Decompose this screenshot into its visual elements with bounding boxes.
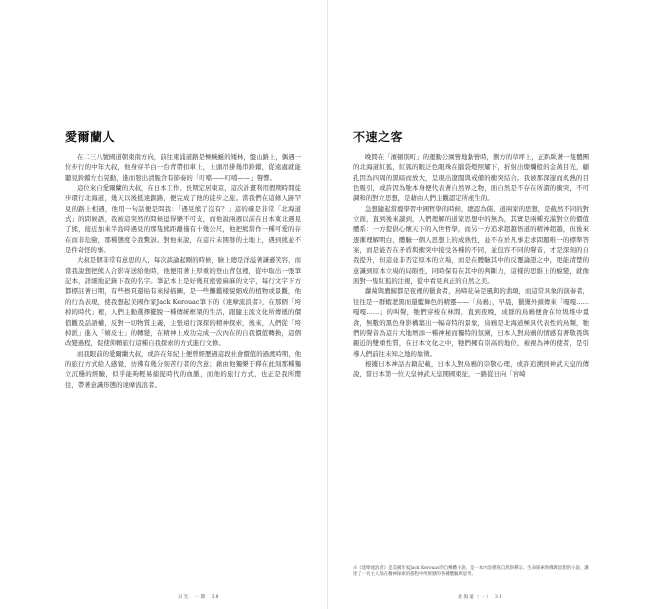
body-text [353, 152, 589, 380]
left-page [0, 0, 327, 609]
paragraph: 晚間在「濱頓別町」的運動公園營地紮營時，側方的草坪上，正趴臥著一隻體團的北海道紅狐，紅狐的眼泛色眼珠在腦袋燈照耀下，折射出燦爛般的金黃目光，顧孔因為四周的黑暗而放大，呈現出遼闊與戒備的衝突結合。我被那深邃而炙熱的目色吸引，或許因為牠本身便代表著自然界之物，面自然是不存在所謂的衝突，不可調和的對立思想，是藉由人們主觀認定所產生的。 [353, 153, 589, 203]
right-page [328, 0, 655, 609]
paragraph: 而我眼前的愛爾蘭大叔，或許在年紀上便曾經歷過這段社會價值的過渡時期，他的旅行方式給人感覺，彷彿有幾分刻苦行者的含意；藉由他獨樂于釋在此刻那種獨立沉穩的經驗，似乎能夠輕易捕捉時代的血脈，而他的旅行方式，也正是我所嚮往，帶著意識形態的達摩流浪者。 [65, 349, 301, 389]
paragraph: 蘿蔔與鷹鯨都是夜裡的獵食者，鳥啼花朵是風與的翡頌，而這常具象的演奏者，往往是一群蝦荖黑而還藍舞色的精靈——「烏鴉」，早晨，獵獲外頭傳來「嘎嘎……嘎嘎……」的叫聲，牠們穿梭在林間，直到夜晚，成群的烏鴉便會在垃圾堆中覓食，無數的黑色身影構築出一幅奇特的景象，烏鴉是北海道極具代表性的鳥類，牠們的聲音為這片大地增添一種神秘而獨特的氛圍，日本人對烏鴉的情感有著敬畏與親近的雙重性質，在日本文化之中，牠們擁有崇高的地位，被視為神的使者，是引導人們前往未知之地的象徵。 [353, 287, 589, 358]
section-title: 不速之客 [353, 130, 404, 144]
body-text [65, 152, 301, 390]
page-number: 北海道（一） 31 [458, 595, 503, 600]
paragraph: 根據日本神話古籍記載，日本人對烏鴉的崇敬心理，或許追溯到神武天皇的傳說，當日本第一位天皇神武天皇開國東征，一路從日向「宮崎 [353, 359, 589, 379]
paragraph: 在二三八號國道朝東南方向，前往東浦道路是極蜿蜒的矮林，盤山路上，偶遇一位步行的中年大叔，他身穿半白一台背帶扣車上，上頭吊掛幾串鈴鐺，從遠處就能聽見鈴鐺左右晃動，進而發出清脆含有節奏的「叮噹——叮噹——」聲響。 [65, 153, 301, 182]
page-number: 日光．一期 38 [178, 595, 220, 600]
paragraph: 大叔是個非常有意思的人，每次談論起剛的時候，臉上總是洋溢著謙遜笑容，而當我說想把熊人合影寄送給他時，他便用著上厚重的登山背包裡，從中取出一張筆記本，詳細地記錄下我的名字。筆記本上是好幾頁密密麻麻的文字，每行文字下方都標註著日期，有些擦頁還貼有來掃描圖，是一些攤鑑樣貌細成的植物或景觀，他的行為表現，使我想起美國作家Jack Kerouac筆下的《達摩流浪者》，在那個「垮掉的時代」裡，人們主動選擇擺脫一種傳統框架的生活，跟隨主流文化所傳遞的價值觀及話語權，反對一切物質主義，主張遠行深探的精神探索，後來，人們從「垮掉派」進入「嬉皮士」的轉變，在精神上成功完成一次內在的自我價值轉換，這個改變過程，促使仰賴旅行這種自我探索的方式進行文修。 [65, 256, 301, 348]
paragraph: 這位來自愛爾蘭的大叔，在日本工作、長期定居東京，這次計畫利用假期時間徒步環行北海道，幾天以後抵達釧路，便完成了他的徒步之旅。當我們在這條人跡罕見的路上相遇，他用一句話便是問我：「遇見熊了沒有？」這的確是非常「北海道式」的問候語，我被這突然的問候逗得樂不可支，而他說兩週以前在日本東北遇見了熊，接近加來半島時遇見的那隻熊距離僅有十幾公尺，他把熊當作一種可愛的存在而非危險，那種態度令我驚訝。對他來說，在這片未開發的土地上，遇到熊並不是件奇怪的事。 [65, 184, 301, 255]
footnote: ※《達摩流浪者》是美國作家Jack Kerouac的自傳體小說，是一本內容描寫自然與禪宗、生命探索與佛教思想的小說，講述了一名主人翁在精神探索的旅程中所經歷的各種體驗與思考。 [353, 566, 589, 577]
section-title: 愛爾蘭人 [65, 130, 116, 144]
paragraph: 急想隨起當鹿學習中國哲學的時候，總認為儒、道兩家的思想，是截然不同的對立面，直到後來讀到，人們理解的道家思想中的無為，其實是兩種充滿對立的價值體系：一方提倡心懷天下的入世哲學，而另一方追求超越悟道的精神超越，但後來逐漸理解明白，體驗一個人思想上的成熟性，並不在於凡事走求問題唯一的標準答案，而是能否在矛盾與衝突中接受各種的不同，並包容不同的聲音，才是深刻的自我提升，但這並非否定原本的立場，而是在體驗其中的反覆論證之中，更能清楚的意識到原本立場的局限性，同時保有在其中的判斷力，這樣的思維上的蛻變，就像面對一隻紅狐的注視，從中看見真正的自然之美。 [353, 204, 589, 286]
